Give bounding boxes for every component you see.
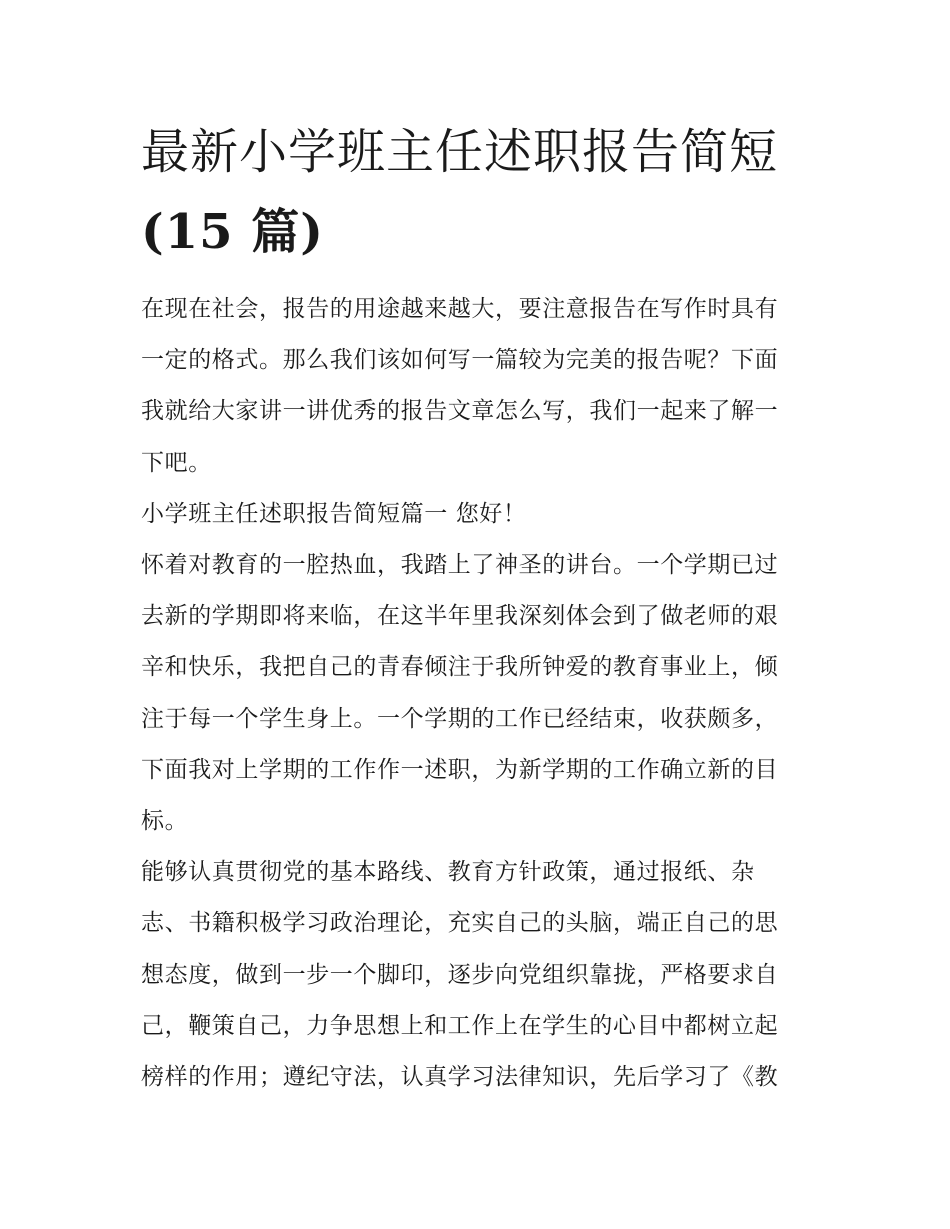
body-line: 下面我对上学期的工作作一述职，为新学期的工作确立新的目 [141,756,779,783]
body-line: 我就给大家讲一讲优秀的报告文章怎么写，我们一起来了解一 [141,398,779,425]
body-line: 下吧。 [141,449,212,476]
title-line-1: 最新小学班主任述职报告简短 [141,124,779,180]
body-line: 榜样的作用；遵纪守法，认真学习法律知识，先后学习了《教 [141,1064,779,1091]
body-line: 一定的格式。那么我们该如何写一篇较为完美的报告呢？下面 [141,347,779,374]
body-line: 去新的学期即将来临，在这半年里我深刻体会到了做老师的艰 [141,603,779,630]
document-title [141,112,813,272]
body-line: 想态度，做到一步一个脚印，逐步向党组织靠拢，严格要求自 [141,961,779,988]
body-line: 怀着对教育的一腔热血，我踏上了神圣的讲台。一个学期已过 [141,552,779,579]
document-body [141,284,813,1103]
title-line-2: (15 篇) [141,204,324,260]
body-line: 标。 [141,808,189,835]
body-line: 辛和快乐，我把自己的青春倾注于我所钟爱的教育事业上，倾 [141,654,779,681]
section-heading: 小学班主任述职报告简短篇一 您好！ [141,500,527,527]
body-line: 在现在社会，报告的用途越来越大，要注意报告在写作时具有 [141,296,779,322]
body-line: 己，鞭策自己，力争思想上和工作上在学生的心目中都树立起 [141,1012,779,1039]
body-line: 注于每一个学生身上。一个学期的工作已经结束，收获颇多， [141,705,779,732]
body-line: 志、书籍积极学习政治理论，充实自己的头脑，端正自己的思 [141,910,779,937]
body-line: 能够认真贯彻党的基本路线、教育方针政策，通过报纸、杂 [141,859,755,886]
document-content [141,112,813,1103]
